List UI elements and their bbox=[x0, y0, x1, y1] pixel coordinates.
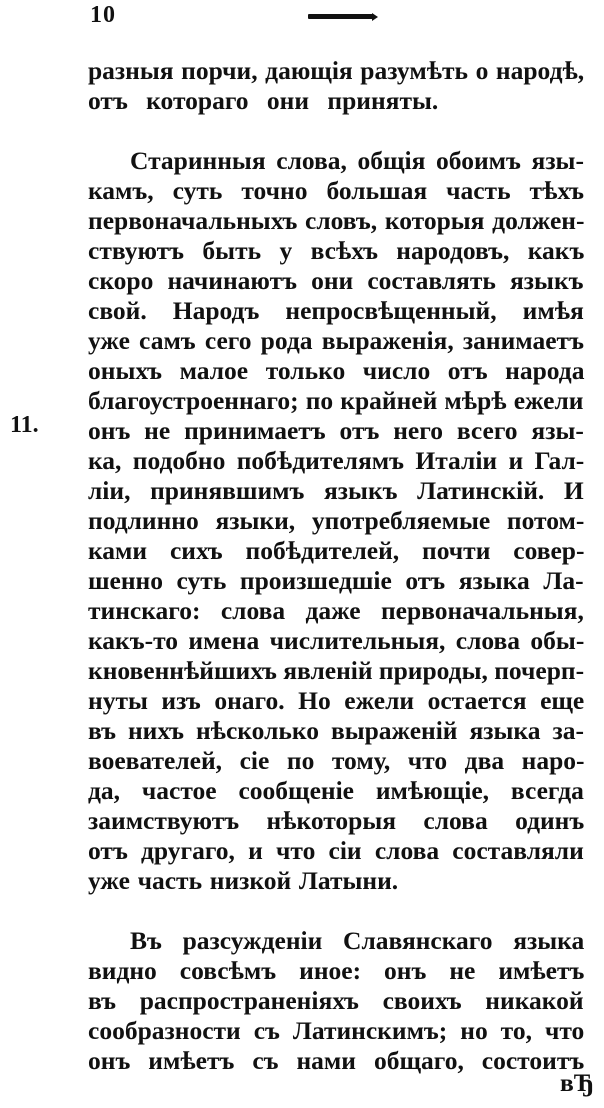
text-line: камъ, суть точно большая часть тѣхъ bbox=[88, 176, 585, 205]
text-line: ствуютъ быть у всѣхъ народовъ, какъ bbox=[88, 236, 585, 265]
text-line: заимствуютъ нѣкоторыя слова одинъ bbox=[88, 806, 585, 835]
text-line: онъ не принимаетъ отъ него всего язы- bbox=[88, 416, 584, 445]
text-line: Старинныя слова, общія обоимъ язы- bbox=[130, 146, 584, 175]
text-line: разныя порчи, дающія разумѣть о народѣ, bbox=[88, 56, 585, 85]
text-line: въ распространеніяхъ своихъ никакой bbox=[88, 986, 584, 1015]
text-line: тинскаго: слова даже первоначальныя, bbox=[88, 596, 584, 625]
text-line: оныхъ малое только число отъ народа bbox=[88, 356, 585, 385]
text-line: благоустроеннаго; по крайней мѣрѣ ежели bbox=[88, 386, 584, 415]
text-line: ками сихъ побѣдителей, почти совер- bbox=[88, 536, 585, 565]
text-line: какъ-то имена числительныя, слова обы- bbox=[88, 626, 585, 655]
text-line: шенно суть произшедшіе отъ языка Ла- bbox=[88, 566, 584, 595]
text-line: воевателей, сіе по тому, что два наро- bbox=[88, 746, 585, 775]
text-line: первоначальныхъ словъ, которыя должен- bbox=[88, 206, 585, 235]
text-line: уже самъ сего рода выраженія, занимаетъ bbox=[88, 326, 584, 355]
text-line: ка, подобно побѣдителямъ Италіи и Гал- bbox=[88, 446, 585, 475]
text-line: уже часть низкой Латыни. bbox=[88, 866, 399, 895]
text-line: свой. Народъ непросвѣщенный, имѣя bbox=[88, 296, 584, 325]
text-line: подлинно языки, употребляемые потом- bbox=[88, 506, 585, 535]
text-line: Въ разсужденіи Славянскаго языка bbox=[130, 926, 585, 955]
header-ornament bbox=[308, 14, 374, 21]
text-line: нуты изъ онаго. Но ежели остается еще bbox=[88, 686, 585, 715]
margin-section-number: 11. bbox=[10, 412, 39, 438]
text-line: отъ другаго, и что сіи слова составляли bbox=[88, 836, 584, 865]
text-line: отъ котораго они приняты. bbox=[88, 86, 439, 115]
text-line: сообразности съ Латинскимъ; но то, что bbox=[88, 1016, 585, 1045]
text-line: видно совсѣмъ иное: онъ не имѣетъ bbox=[88, 956, 585, 985]
catchword: вЂ bbox=[560, 1068, 595, 1097]
text-line: онъ имѣетъ съ нами общаго, состоитъ bbox=[88, 1046, 585, 1075]
text-line: въ нихъ нѣсколько выраженій языка за- bbox=[88, 716, 584, 745]
text-line: да, частое сообщеніе имѣющіе, всегда bbox=[88, 776, 584, 805]
text-line: ліи, принявшимъ языкъ Латинскій. И bbox=[88, 476, 584, 505]
text-line: скоро начинаютъ они составлять языкъ bbox=[88, 266, 584, 295]
text-line: кновеннѣйшихъ явленій природы, почерп- bbox=[88, 656, 585, 685]
page-number: 10 bbox=[90, 2, 116, 28]
